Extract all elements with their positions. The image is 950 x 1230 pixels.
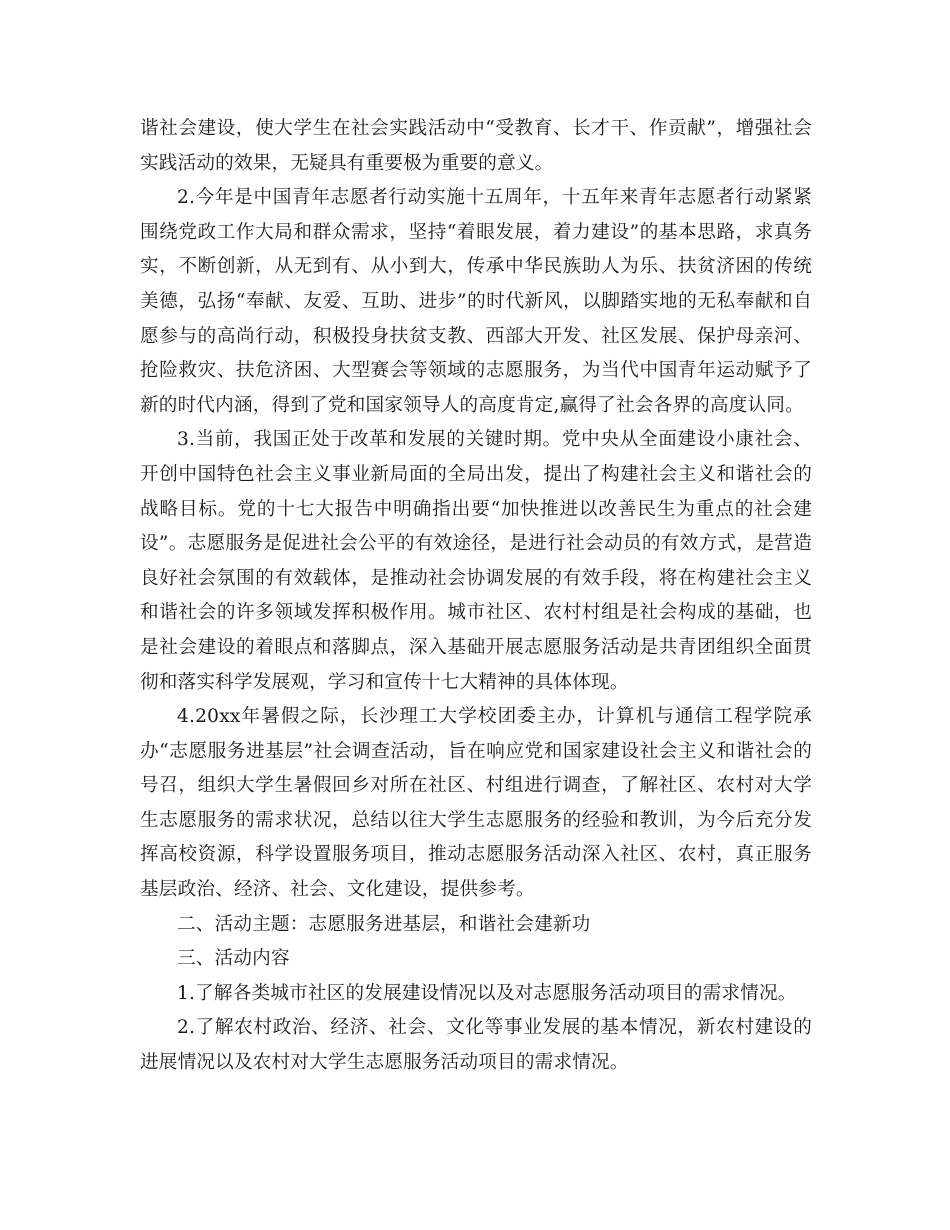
paragraph-item-2: 2.今年是中国青年志愿者行动实施十五周年，十五年来青年志愿者行动紧紧围绕党政工作大局和群众需求，坚持“着眼发展，着力建设”的基本思路，求真务实，不断创新，从无到有、从小到大，传承中华民族助人为乐、扶贫济困的传统美德，弘扬“奉献、友爱、互助、进步”的时代新风，以脚踏实地的无私奉献和自愿参与的高尚行动，积极投身扶贫支教、西部大开发、社区发展、保护母亲河、抢险救灾、扶危济困、大型赛会等领域的志愿服务，为当代中国青年运动赋予了新的时代内涵，得到了党和国家领导人的高度肯定,赢得了社会各界的高度认同。	[140, 187, 812, 416]
section-heading-content: 三、活动内容	[177, 948, 290, 970]
content-item-1: 1.了解各类城市社区的发展建设情况以及对志愿服务活动项目的需求情况。	[177, 982, 797, 1004]
content-item-2: 2.了解农村政治、经济、社会、文化等事业发展的基本情况，新农村建设的进展情况以及农村对大学生志愿服务活动项目的需求情况。	[140, 1017, 812, 1074]
paragraph-item-3: 3.当前，我国正处于改革和发展的关键时期。党中央从全面建设小康社会、开创中国特色社会主义事业新局面的全局出发，提出了构建社会主义和谐社会的战略目标。党的十七大报告中明确指出要“加快推进以改善民生为重点的社会建设”。志愿服务是促进社会公平的有效途径，是进行社会动员的有效方式，是营造良好社会氛围的有效载体，是推动社会协调发展的有效手段，将在构建社会主义和谐社会的许多领域发挥积极作用。城市社区、农村村组是社会构成的基础，也是社会建设的着眼点和落脚点，深入基础开展志愿服务活动是共青团组织全面贯彻和落实科学发展观，学习和宣传十七大精神的具体体现。	[140, 429, 812, 693]
document-page	[140, 112, 812, 1081]
paragraph-intro-continuation: 谐社会建设，使大学生在社会实践活动中“受教育、长才干、作贡献”，增强社会实践活动的效果，无疑具有重要极为重要的意义。	[140, 118, 812, 174]
section-heading-theme: 二、活动主题：志愿服务进基层，和谐社会建新功	[177, 913, 591, 935]
paragraph-item-4: 4.20xx年暑假之际，长沙理工大学校团委主办，计算机与通信工程学院承办“志愿服务进基层”社会调查活动，旨在响应党和国家建设社会主义和谐社会的号召，组织大学生暑假回乡对所在社区、村组进行调查，了解社区、农村对大学生志愿服务的需求状况，总结以往大学生志愿服务的经验和教训，为今后充分发挥高校资源，科学设置服务项目，推动志愿服务活动深入社区、农村，真正服务基层政治、经济、社会、文化建设，提供参考。	[140, 706, 812, 901]
